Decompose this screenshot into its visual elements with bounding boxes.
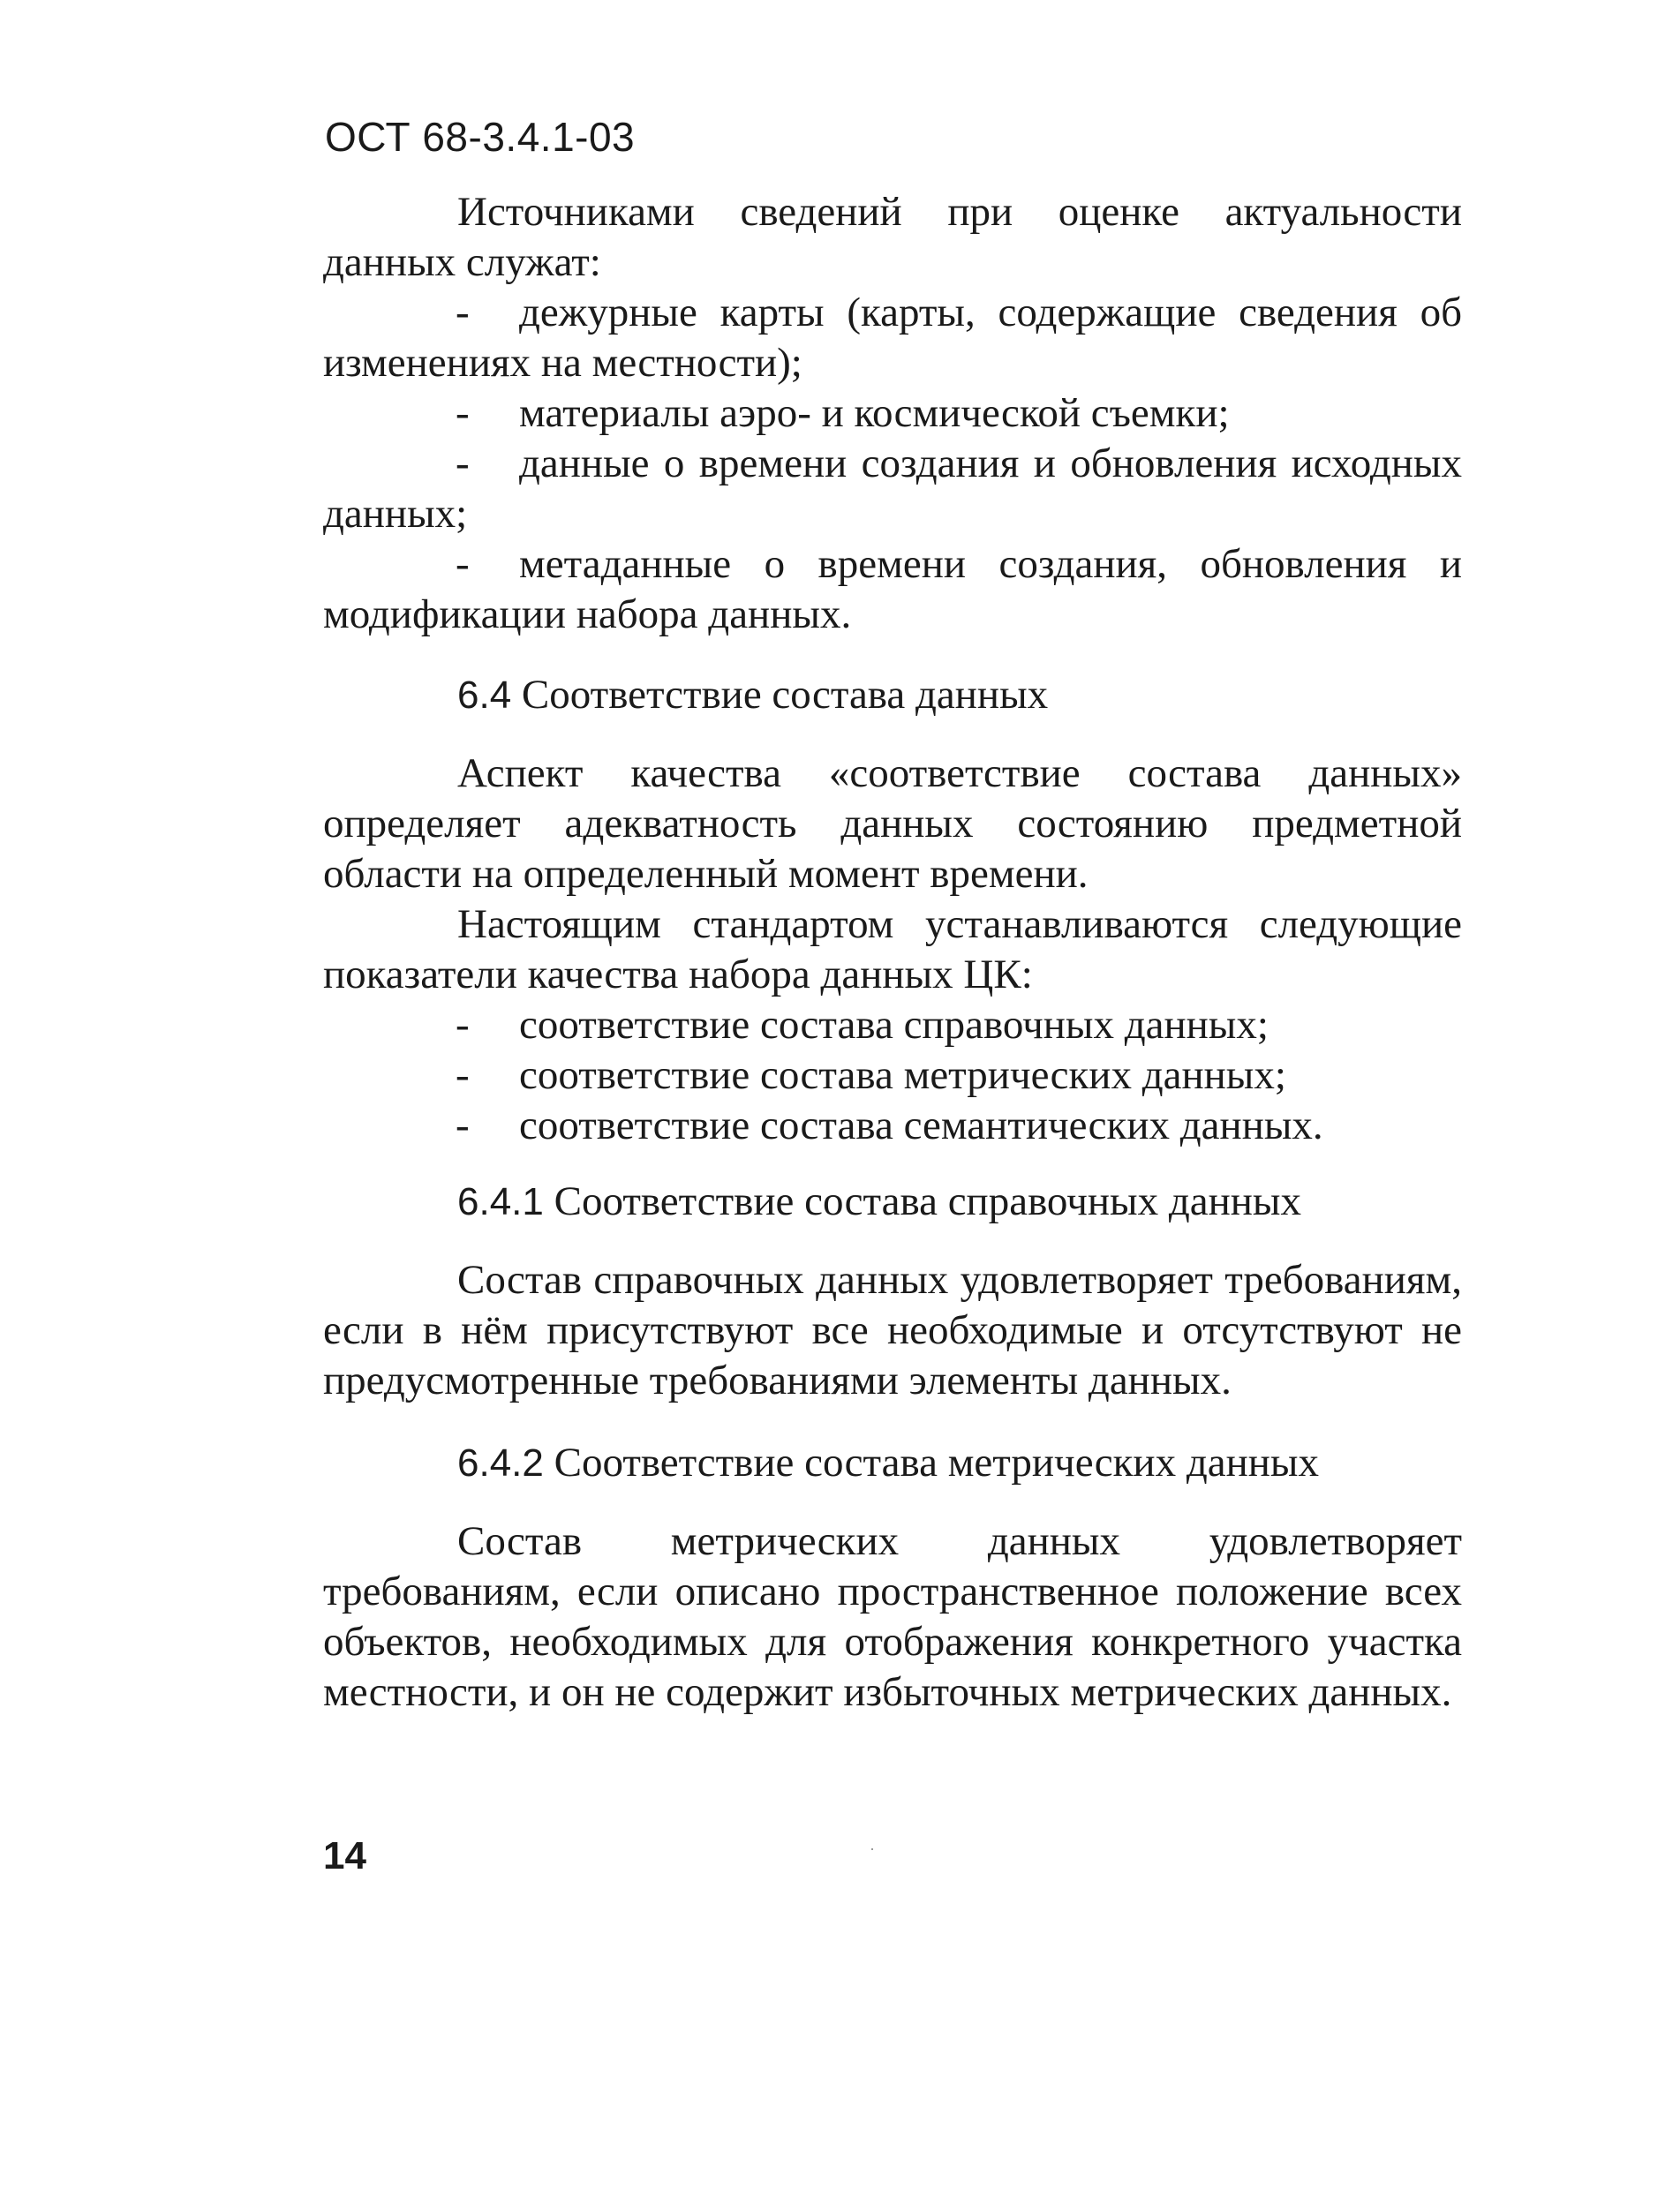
document-code: ОСТ 68-3.4.1-03 (325, 114, 636, 160)
metric-data-paragraph: Состав метрических данных удовлетворяет требованиям, если описано пространственное положение всех объектов, необходимых для отображения конкретного участка местности, и он не содержит избыточных метрических данных. (323, 1518, 1462, 1715)
list-item (323, 539, 1462, 640)
list-item (323, 288, 1462, 388)
list-item (323, 439, 1462, 539)
quality-aspect-paragraph: Аспект качества «соответствие состава данных» определяет адекватность данных состоянию предметной области на определенный момент времени. (323, 750, 1462, 897)
indicators-intro-paragraph: Настоящим стандартом устанавливаются следующие показатели качества набора данных ЦК: (323, 901, 1462, 997)
sources-intro-paragraph: Источниками сведений при оценке актуальности данных служат: (323, 189, 1462, 285)
section-number: 6.4.2 (457, 1441, 544, 1485)
list-item-text: данные о времени создания и обновления исходных данных; (323, 440, 1462, 537)
section-heading-6-4-1 (457, 1177, 1301, 1225)
bullet-dash: - (456, 1102, 470, 1148)
list-item-text: метаданные о времени создания, обновления и модификации набора данных. (323, 541, 1462, 637)
section-heading-6-4-2 (457, 1439, 1319, 1486)
section-title: Соответствие состава метрических данных (554, 1440, 1319, 1486)
indicators-list (323, 1000, 1462, 1151)
section-6-4-body (323, 749, 1462, 1151)
sources-list (323, 288, 1462, 640)
list-item-text: соответствие состава метрических данных; (519, 1052, 1286, 1098)
section-number: 6.4 (457, 673, 512, 717)
sources-block (323, 187, 1462, 640)
bullet-dash: - (456, 390, 470, 436)
bullet-dash: - (456, 541, 470, 587)
section-6-4-1-body (323, 1255, 1462, 1406)
list-item-text: соответствие состава справочных данных; (519, 1002, 1269, 1048)
reference-data-paragraph: Состав справочных данных удовлетворяет требованиям, если в нём присутствуют все необходимые и отсутствуют не предусмотренные требованиями элементы данных. (323, 1257, 1462, 1403)
bullet-dash: - (456, 1052, 470, 1098)
page-number: 14 (323, 1834, 366, 1877)
section-6-4-2-body (323, 1516, 1462, 1718)
list-item (323, 1000, 1462, 1050)
section-heading-6-4 (457, 671, 1048, 719)
section-title: Соответствие состава справочных данных (554, 1178, 1301, 1224)
section-title: Соответствие состава данных (521, 672, 1049, 718)
list-item (323, 388, 1462, 439)
list-item (323, 1050, 1462, 1101)
section-number: 6.4.1 (457, 1180, 544, 1223)
list-item-text: соответствие состава семантических данных. (519, 1102, 1323, 1148)
list-item-text: дежурные карты (карты, содержащие сведения об изменениях на местности); (323, 290, 1462, 386)
bullet-dash: - (456, 1002, 470, 1048)
scan-speck (871, 1848, 873, 1850)
list-item-text: материалы аэро- и космической съемки; (519, 390, 1230, 436)
bullet-dash: - (456, 440, 470, 486)
bullet-dash: - (456, 290, 470, 335)
list-item (323, 1101, 1462, 1151)
